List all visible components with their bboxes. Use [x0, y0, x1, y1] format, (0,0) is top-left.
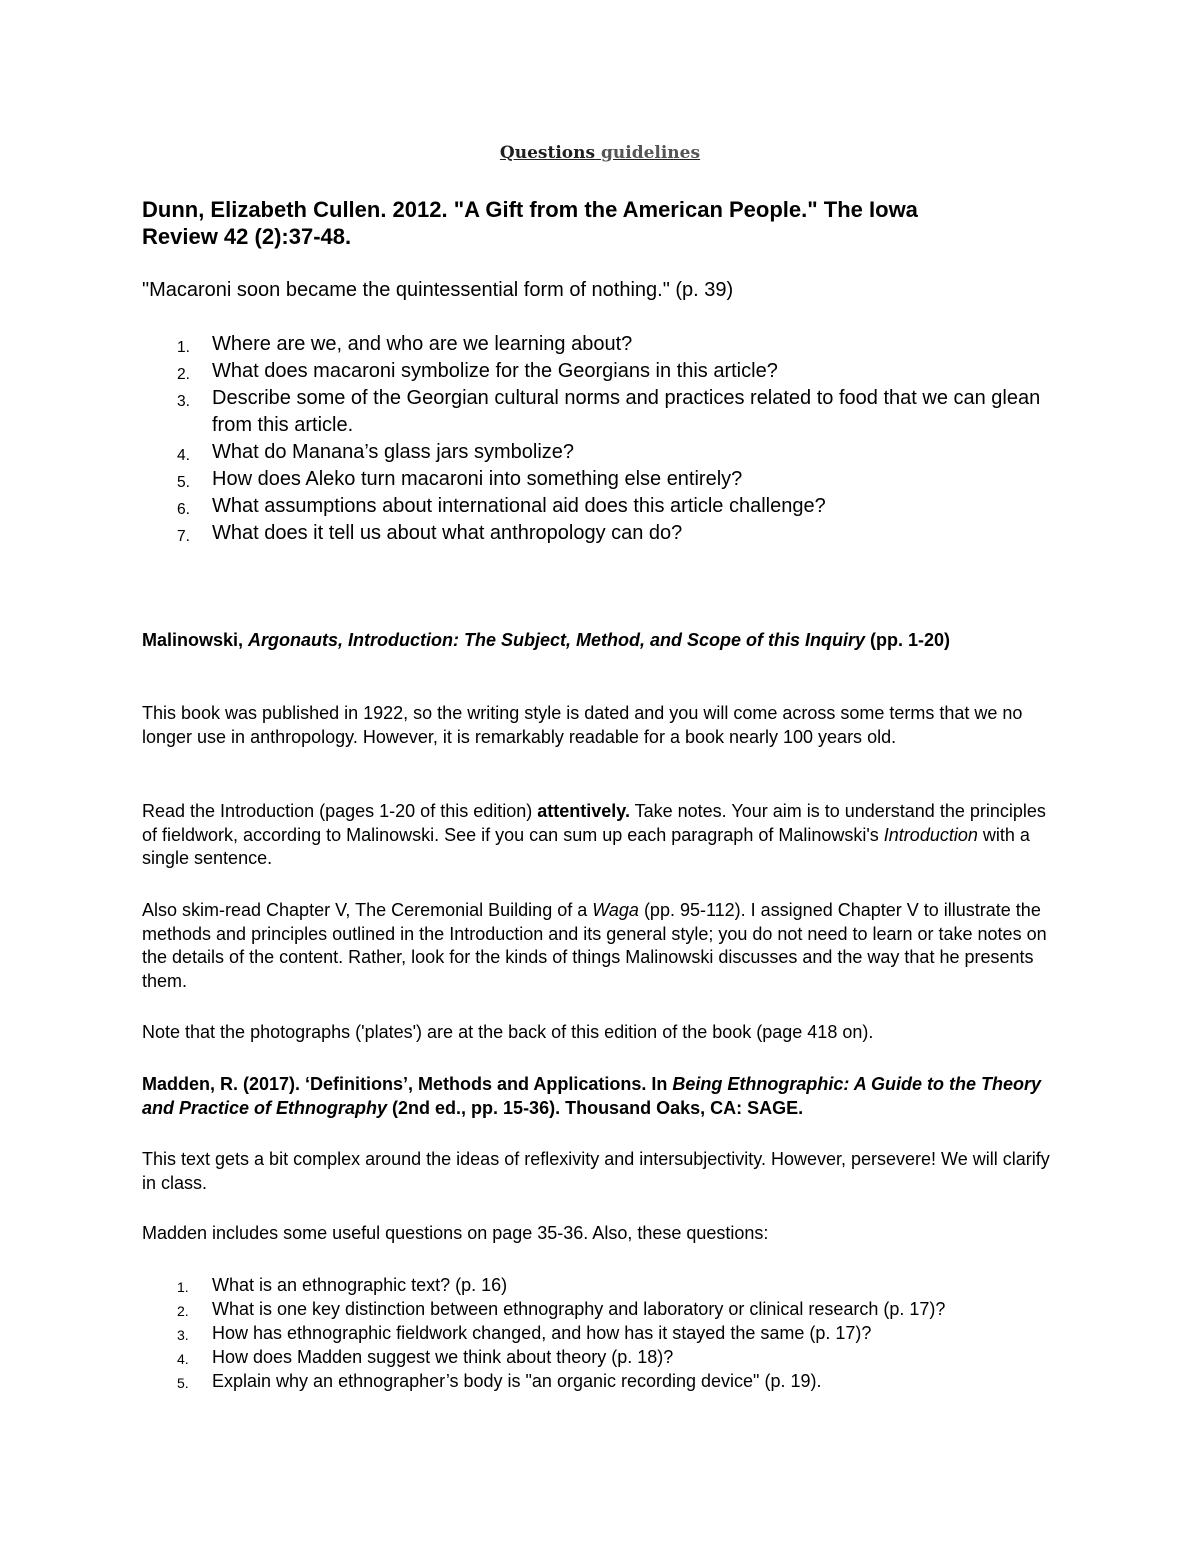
dunn-citation-line-2: Review 42 (2):37-48.	[142, 224, 352, 249]
malinowski-paragraph-1: This book was published in 1922, so the writing style is dated and you will come across some terms that we no longer use in anthropology. However, it is remarkably readable for a book nearly 100 years old.	[142, 703, 1023, 747]
malinowski-paragraph-4: Note that the photographs ('plates') are at the back of this edition of the book (page 418 on).	[142, 1022, 874, 1042]
question-text: What is one key distinction between ethnography and laboratory or clinical research (p. 17)?	[212, 1299, 946, 1319]
list-item	[142, 466, 1062, 493]
list-number: 1.	[177, 339, 191, 356]
malinowski-paragraph-3	[142, 899, 1062, 993]
question-text: What is an ethnographic text? (p. 16)	[212, 1275, 508, 1295]
question-text: What do Manana’s glass jars symbolize?	[212, 441, 575, 463]
malinowski-author: Malinowski,	[142, 630, 249, 650]
list-item	[142, 1273, 1062, 1297]
list-item	[142, 1297, 1062, 1321]
madden-citation-start: Madden, R. (2017). ‘Definitions’, Methods and Applications. In	[142, 1074, 673, 1094]
dunn-quote: "Macaroni soon became the quintessential form of nothing." (p. 39)	[142, 279, 734, 301]
paragraph-text: Take notes. Your aim is to understand the principles of fieldwork, according to Malinowski. See if you can sum up each paragraph of Malinowski's	[142, 801, 1046, 845]
question-text: How does Madden suggest we think about theory (p. 18)?	[212, 1347, 674, 1367]
question-text: Describe some of the Georgian cultural norms and practices related to food that we can glean from this article.	[212, 387, 1041, 436]
list-number: 5.	[177, 474, 191, 491]
emphasis-text: attentively.	[537, 801, 630, 821]
list-item	[142, 1345, 1062, 1369]
madden-paragraph-2: Madden includes some useful questions on page 35-36. Also, these questions:	[142, 1223, 769, 1243]
italic-text: Introduction	[883, 824, 978, 845]
dunn-citation-heading	[142, 196, 1062, 250]
madden-book-title: Being Ethnographic: A Guide to the Theory and Practice of Ethnography	[142, 1074, 1042, 1118]
dunn-question-list	[142, 331, 1062, 547]
list-number: 3.	[177, 393, 191, 410]
list-item	[142, 1369, 1062, 1393]
list-number: 4.	[177, 447, 191, 464]
list-number: 6.	[177, 501, 191, 518]
title-part-2: guidelines	[600, 143, 701, 163]
malinowski-work-title: Argonauts, Introduction: The Subject, Method, and Scope of this Inquiry	[248, 630, 866, 650]
question-text: Explain why an ethnographer’s body is "an organic recording device" (p. 19).	[212, 1371, 822, 1391]
page-title	[0, 143, 1200, 163]
question-text: How has ethnographic fieldwork changed, and how has it stayed the same (p. 17)?	[212, 1323, 872, 1343]
question-text: How does Aleko turn macaroni into something else entirely?	[212, 468, 743, 490]
list-number: 5.	[177, 1375, 189, 1391]
question-text: What does it tell us about what anthropology can do?	[212, 522, 683, 544]
list-item	[142, 331, 1062, 358]
madden-citation-heading	[142, 1072, 1062, 1120]
question-text: What does macaroni symbolize for the Georgians in this article?	[212, 360, 778, 382]
list-number: 3.	[177, 1327, 189, 1343]
paragraph-text: Also skim-read Chapter V, The Ceremonial Building of a	[142, 900, 593, 920]
paragraph-text: Read the Introduction (pages 1-20 of this edition)	[142, 801, 538, 821]
paragraph-text: with a single sentence.	[142, 824, 1030, 868]
malinowski-pages: (pp. 1-20)	[865, 630, 951, 650]
paragraph-text: (pp. 95-112). I assigned Chapter V to illustrate the methods and principles outlined in the Introduction and its general style; you do not need to learn or take notes on the details of the content. Rather, look for the kinds of things Malinowski discusses and the way that he presents them.	[142, 900, 1047, 991]
list-item	[142, 493, 1062, 520]
list-number: 4.	[177, 1351, 189, 1367]
italic-text: Waga	[592, 900, 639, 920]
madden-question-list	[142, 1273, 1062, 1393]
list-item	[142, 385, 1062, 439]
list-item	[142, 1321, 1062, 1345]
list-number: 7.	[177, 528, 191, 545]
list-number: 2.	[177, 366, 191, 383]
madden-paragraph-1: This text gets a bit complex around the ideas of reflexivity and intersubjectivity. However, persevere! We will clarify in class.	[142, 1149, 1050, 1193]
list-number: 2.	[177, 1303, 189, 1319]
title-part-1: Questions	[499, 143, 596, 163]
madden-citation-end: (2nd ed., pp. 15-36). Thousand Oaks, CA: SAGE.	[387, 1098, 804, 1118]
dunn-citation-line-1: Dunn, Elizabeth Cullen. 2012. "A Gift from the American People." The Iowa	[142, 197, 918, 222]
list-number: 1.	[177, 1279, 189, 1295]
malinowski-paragraph-2	[142, 800, 1062, 871]
list-item	[142, 439, 1062, 466]
malinowski-citation-heading	[142, 628, 1062, 652]
question-text: Where are we, and who are we learning about?	[212, 333, 633, 355]
list-item	[142, 520, 1062, 547]
question-text: What assumptions about international aid does this article challenge?	[212, 495, 826, 517]
list-item	[142, 358, 1062, 385]
